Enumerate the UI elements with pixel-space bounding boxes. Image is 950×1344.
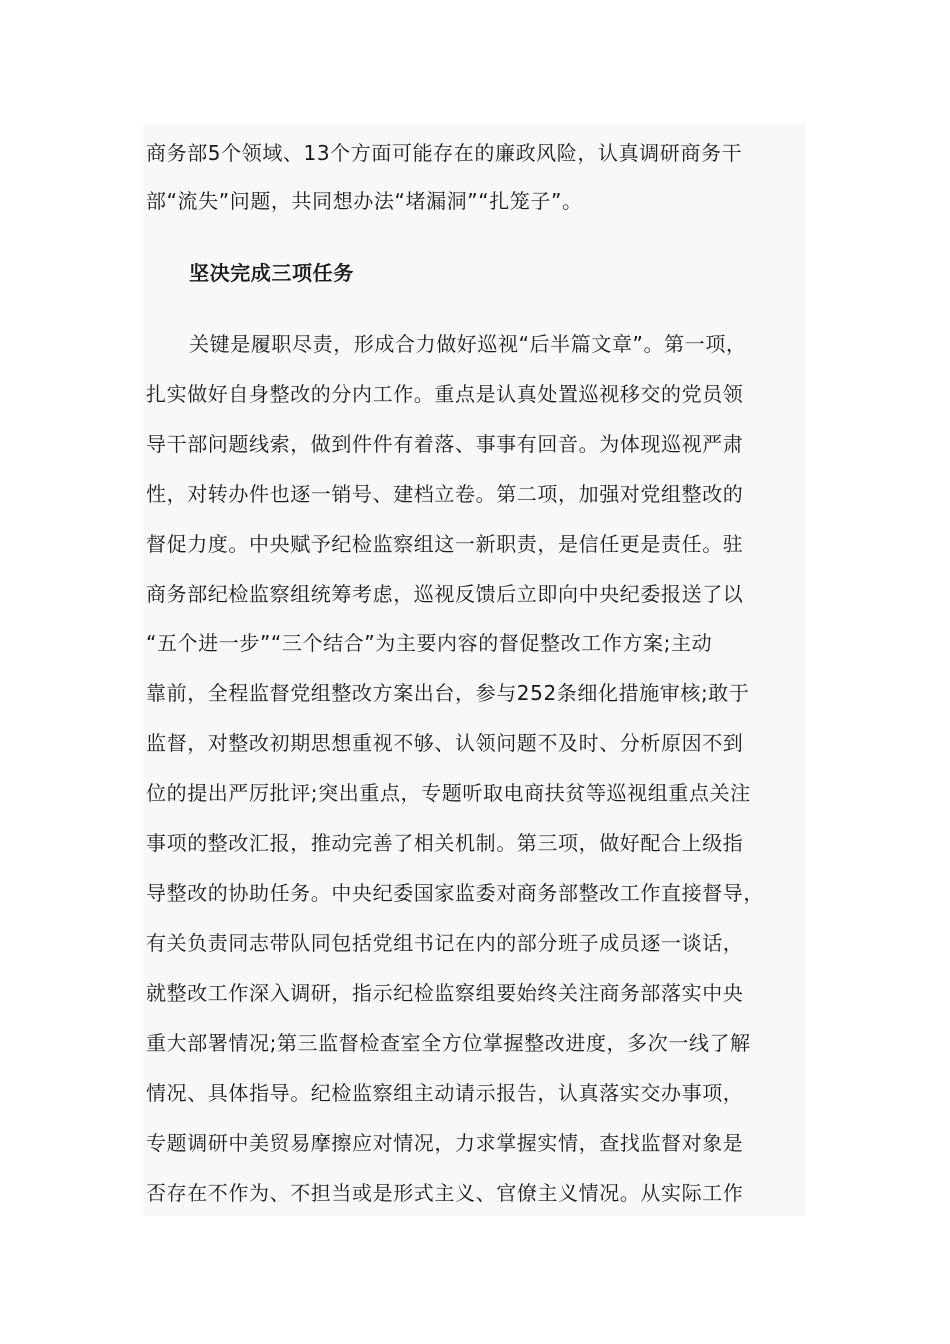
paragraph-line: 否存在不作为、不担当或是形式主义、官僚主义情况。从实际工作 xyxy=(146,1181,744,1205)
paragraph-line: 位的提出严厉批评;突出重点，专题听取电商扶贫等巡视组重点关注 xyxy=(146,781,751,805)
paragraph-line: 导干部问题线索，做到件件有着落、事事有回音。为体现巡视严肃 xyxy=(146,432,744,456)
paragraph-line: 关键是履职尽责，形成合力做好巡视“后半篇文章”。第一项， xyxy=(189,332,747,356)
paragraph-line: 督促力度。中央赋予纪检监察组这一新职责，是信任更是责任。驻 xyxy=(146,532,744,556)
document-body xyxy=(143,124,806,1216)
paragraph-line: 靠前，全程监督党组整改方案出台，参与252条细化措施审核;敢于 xyxy=(146,681,750,705)
paragraph-line: “五个进一步”“三个结合”为主要内容的督促整改工作方案;主动 xyxy=(146,631,713,655)
paragraph-line: 扎实做好自身整改的分内工作。重点是认真处置巡视移交的党员领 xyxy=(146,382,744,406)
paragraph-line: 重大部署情况;第三监督检查室全方位掌握整改进度，多次一线了解 xyxy=(146,1031,751,1055)
paragraph-line: 导整改的协助任务。中央纪委国家监委对商务部整改工作直接督导， xyxy=(146,881,764,905)
paragraph-line: 商务部纪检监察组统筹考虑，巡视反馈后立即向中央纪委报送了以 xyxy=(146,582,744,606)
paragraph-line: 事项的整改汇报，推动完善了相关机制。第三项，做好配合上级指 xyxy=(146,831,744,855)
paragraph-line: 就整改工作深入调研，指示纪检监察组要始终关注商务部落实中央 xyxy=(146,981,744,1005)
paragraph-line: 部“流失”问题，共同想办法“堵漏洞”“扎笼子”。 xyxy=(146,189,583,213)
paragraph-line: 专题调研中美贸易摩擦应对情况，力求掌握实情，查找监督对象是 xyxy=(146,1131,744,1155)
paragraph-line: 情况、具体指导。纪检监察组主动请示报告，认真落实交办事项， xyxy=(146,1081,744,1105)
paragraph-line: 商务部5个领域、13个方面可能存在的廉政风险，认真调研商务干 xyxy=(146,141,743,165)
paragraph-line: 有关负责同志带队同包括党组书记在内的部分班子成员逐一谈话， xyxy=(146,931,744,955)
section-heading: 坚决完成三项任务 xyxy=(189,261,354,285)
paragraph-line: 监督，对整改初期思想重视不够、认领问题不及时、分析原因不到 xyxy=(146,731,744,755)
paragraph-line: 性，对转办件也逐一销号、建档立卷。第二项，加强对党组整改的 xyxy=(146,482,744,506)
